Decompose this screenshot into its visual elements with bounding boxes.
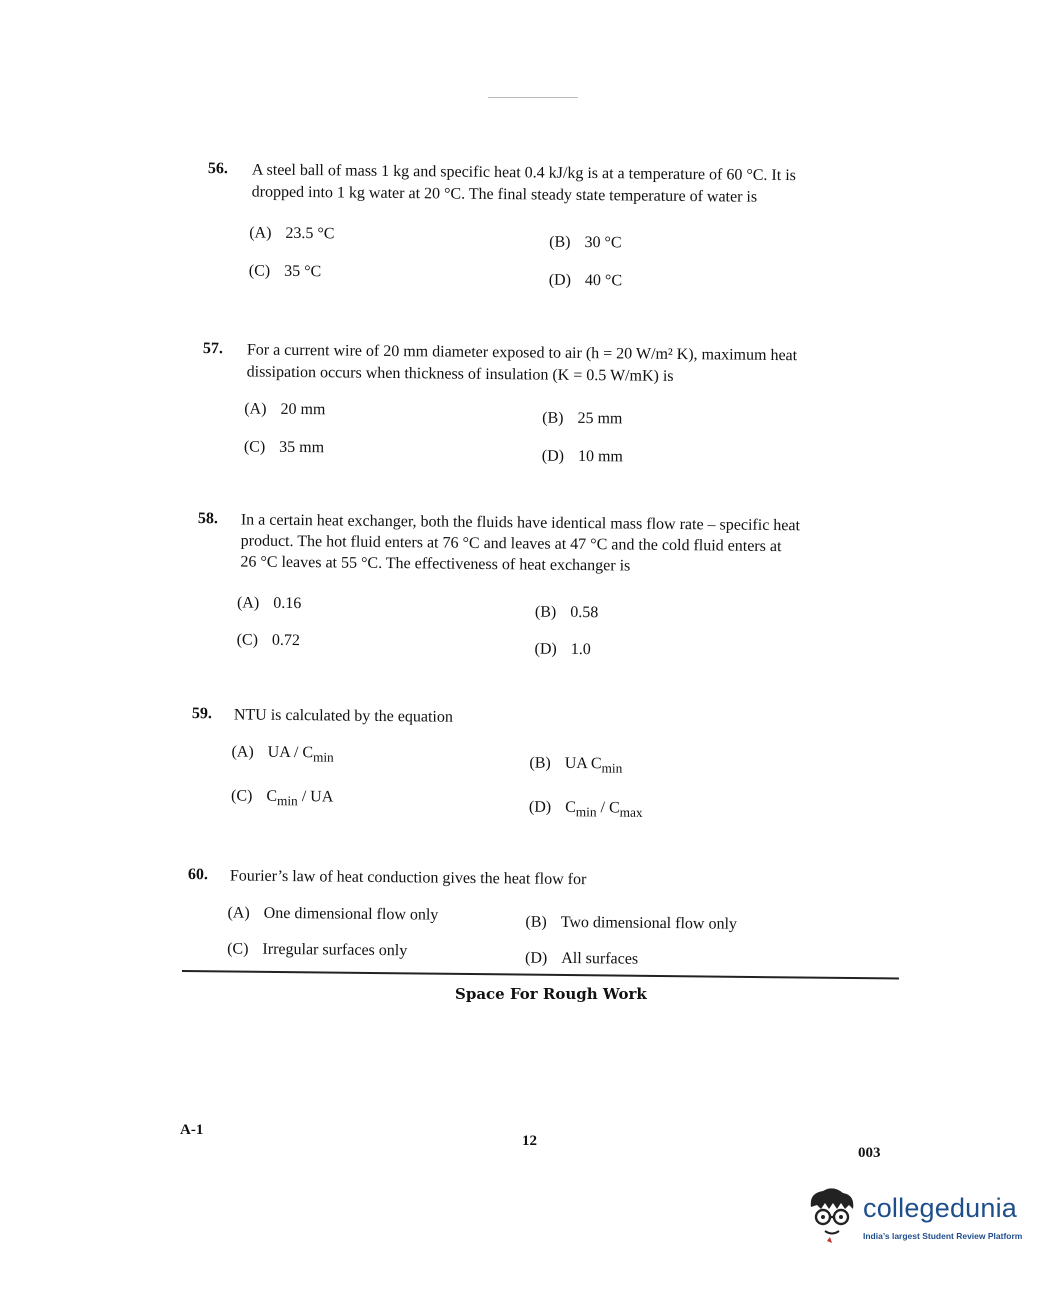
question-57 xyxy=(202,340,903,477)
question-text-line: In a certain heat exchanger, both the fluids have identical mass flow rate – specific heat xyxy=(240,511,801,535)
option-d[interactable]: (D) 10 mm xyxy=(541,447,623,466)
paper-code: 003 xyxy=(858,1145,881,1161)
mascot-icon xyxy=(803,1187,861,1247)
option-d[interactable]: (D) 1.0 xyxy=(534,640,591,659)
question-text-line: A steel ball of mass 1 kg and specific heat 0.4 kJ/kg is at a temperature of 60 °C. It is xyxy=(251,161,797,185)
question-number: 59. xyxy=(191,705,212,723)
option-b[interactable]: (B) 0.58 xyxy=(534,603,599,622)
option-a[interactable]: (A) UA / $C_{min}$ xyxy=(231,743,334,765)
question-56 xyxy=(207,160,908,297)
question-58 xyxy=(196,510,903,667)
option-c[interactable]: (C) 35 °C xyxy=(248,262,322,281)
question-text-line: dissipation occurs when thickness of insulation (K = 0.5 W/mK) is xyxy=(246,363,674,385)
logo-tagline: India’s largest Student Review Platform xyxy=(863,1231,1023,1241)
page-number: 12 xyxy=(522,1133,537,1149)
option-b[interactable]: (B) 30 °C xyxy=(549,233,622,252)
option-c[interactable]: (C) 0.72 xyxy=(236,631,301,650)
question-number: 56. xyxy=(207,160,228,178)
option-b[interactable]: (B) UA $C_{min}$ xyxy=(529,754,623,776)
option-c[interactable]: (C) Irregular surfaces only xyxy=(227,940,408,960)
question-59 xyxy=(191,705,892,832)
question-text-line: dropped into 1 kg water at 20 °C. The final steady state temperature of water is xyxy=(251,183,758,206)
option-a[interactable]: (A) 0.16 xyxy=(236,594,302,613)
question-number: 57. xyxy=(202,340,223,358)
option-d[interactable]: (D) 40 °C xyxy=(548,271,623,290)
option-b[interactable]: (B) 25 mm xyxy=(542,409,623,428)
option-c[interactable]: (C) 35 mm xyxy=(243,438,325,457)
top-scan-mark xyxy=(488,97,578,98)
question-number: 60. xyxy=(187,866,208,884)
question-text-line: product. The hot fluid enters at 76 °C and leaves at 47 °C and the cold fluid enters at xyxy=(240,532,782,556)
rough-work-label: Space For Rough Work xyxy=(455,985,647,1003)
logo-wordmark: collegedunia xyxy=(863,1193,1018,1223)
question-text-line: NTU is calculated by the equation xyxy=(233,706,454,726)
collegedunia-logo[interactable] xyxy=(803,1187,1043,1249)
option-d[interactable]: (D) All surfaces xyxy=(524,949,639,968)
option-b[interactable]: (B) Two dimensional flow only xyxy=(525,913,738,933)
question-text-line: 26 °C leaves at 55 °C. The effectiveness of heat exchanger is xyxy=(240,553,631,575)
option-d[interactable]: (D) $C_{min} / C_{max}$ xyxy=(528,798,643,820)
question-60 xyxy=(187,866,888,973)
question-number: 58. xyxy=(197,510,218,528)
question-text-line: For a current wire of 20 mm diameter exposed to air (h = 20 W/m² K), maximum heat xyxy=(246,341,798,365)
option-a[interactable]: (A) 20 mm xyxy=(244,400,326,419)
option-a[interactable]: (A) One dimensional flow only xyxy=(227,904,439,924)
booklet-code: A-1 xyxy=(180,1122,204,1138)
question-text-line: Fourier’s law of heat conduction gives the heat flow for xyxy=(229,867,587,889)
option-a[interactable]: (A) 23.5 °C xyxy=(249,224,335,243)
option-c[interactable]: (C) $C_{min}$ / UA xyxy=(230,787,334,809)
